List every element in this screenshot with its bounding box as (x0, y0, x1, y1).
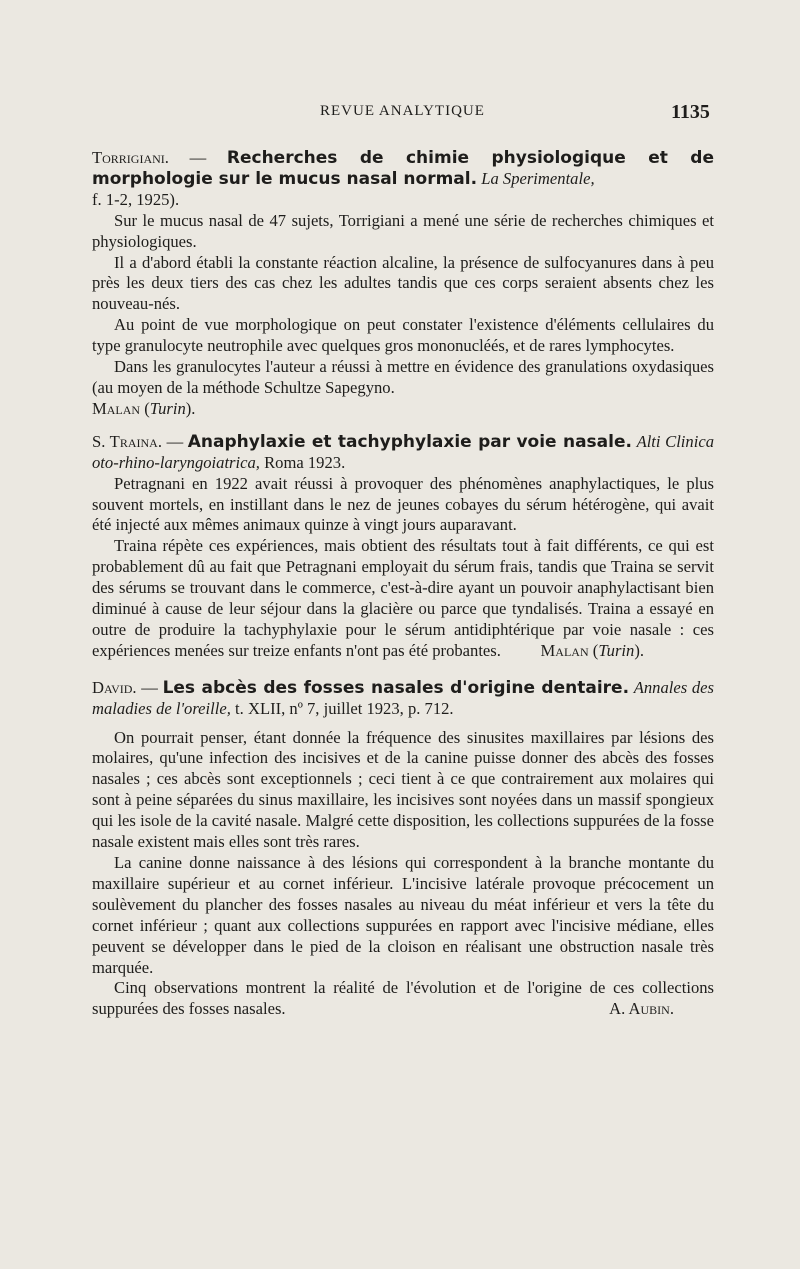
article-author: S. Traina. (92, 431, 162, 451)
article-title: Anaphylaxie et tachyphylaxie par voie nasale. (187, 431, 632, 452)
reviewer-city: Turin (598, 640, 635, 660)
article-title: Les abcès des fosses nasales d'origine dentaire. (162, 677, 630, 698)
article-paragraph: Au point de vue morphologique on peut constater l'existence d'éléments cellulaires du type granulocyte neutrophile avec quelques gros mononucléés, et de rares lymphocytes. (92, 315, 714, 356)
reviewer-name: Malan (540, 640, 589, 660)
reviewer-name: A. Aubin. (609, 999, 674, 1019)
title-dash: — (136, 677, 163, 697)
article-source: Alti Clinica oto-rhino-laryngoiatrica, (92, 431, 714, 472)
article-paragraph (92, 536, 714, 661)
reviewer-city: Turin (149, 398, 186, 418)
article-torrigiani (92, 148, 714, 420)
article-paragraph (92, 978, 714, 1020)
article-paragraph-text: Cinq observations montrent la réalité de l'évolution et de l'origine de ces collections suppurées des fosses nasales. (92, 978, 714, 1019)
article-paragraph: Il a d'abord établi la constante réaction alcaline, la présence de sulfocyanures dans à peu près les deux tiers des cas chez les adultes tandis que ces corps seraient absents chez les nouveau-nés. (92, 252, 714, 314)
text-block (92, 148, 714, 1020)
article-header (92, 148, 714, 211)
article-source: Annales des maladies de l'oreille, (92, 677, 714, 718)
reviewer-signature: Malan (Turin). (92, 398, 196, 418)
running-title: REVUE ANALYTIQUE (320, 103, 485, 119)
article-paragraph: La canine donne naissance à des lésions qui correspondent à la branche montante du maxillaire supérieur et au cornet inférieur. L'incisive latérale provoque précocement un soulèvement du plancher des fosses nasales au niveau du méat inférieur et vers la tête du cornet inférieur ; quant aux collections suppurées en rapport avec l'incisive médiane, elles peuvent se développer dans le pied de la cloison en réalisant une obstruction nasale très marquée. (92, 853, 714, 977)
page-number: 1135 (671, 101, 710, 123)
article-traina (92, 432, 714, 662)
article-source-details: Roma 1923. (264, 452, 346, 472)
article-source: La Sperimentale, (481, 168, 595, 188)
article-paragraph: Petragnani en 1922 avait réussi à provoquer des phénomènes anaphylactiques, le plus souvent mortels, en instillant dans le nez de jeunes cobayes du sérum hétérogène, qui avait été injecté aux mêmes animaux quinze à vingt jours auparavant. (92, 473, 714, 535)
article-source-details: t. XLII, nº 7, juillet 1923, p. 712. (235, 698, 454, 718)
article-paragraph: Dans les granulocytes l'auteur a réussi à mettre en évidence des granulations oxydasiques (au moyen de la méthode Schultze Sapegyno. (92, 357, 714, 397)
article-paragraph-text: Traina répète ces expériences, mais obtient des résultats tout à fait différents, ce qui est probablement dû au fait que Petragnani employait du sérum frais, tandis que Traina se servit des sérums se trouvant dans le commerce, c'est-à-dire ayant un pouvoir anaphylactisant bien diminué à cause de leur séjour dans la glacière ou parce que tyndalisés. Traina a essayé en outre de produire la tachyphylaxie pour le sérum antidiphtérique par voie nasale : ces expériences menées sur treize enfants n'ont pas été probantes. (92, 536, 714, 660)
article-source-details: f. 1-2, 1925). (92, 189, 180, 209)
reviewer-name: Malan (92, 398, 141, 418)
title-dash: — (161, 431, 188, 451)
article-david (92, 678, 714, 1021)
running-head (0, 101, 800, 125)
article-paragraph: Sur le mucus nasal de 47 sujets, Torrigiani a mené une série de recherches chimiques et physiologiques. (92, 210, 714, 251)
article-author: David. (92, 677, 137, 697)
article-header (92, 432, 714, 474)
article-title: Recherches de chimie physiologique et de morphologie sur le mucus nasal normal. (92, 148, 714, 189)
article-header (92, 678, 714, 720)
reviewer-signature: Malan (Turin). (540, 640, 644, 660)
title-dash: — (168, 148, 227, 167)
article-author: Torrigiani. (92, 148, 169, 167)
article-paragraph: On pourrait penser, étant donnée la fréquence des sinusites maxillaires par lésions des molaires, qu'une infection des incisives et de la canine puisse donner des abcès des fosses nasales ; ces abcès sont exceptionnels ; ceci tient à ce que contrairement aux molaires qui sont à peine séparées du sinus maxillaire, les incisives sont noyées dans un massif spongieux qui les isole de la cavité nasale. Malgré cette disposition, les collections suppurées de la fosse nasale existent mais elles sont très rares. (92, 727, 714, 852)
